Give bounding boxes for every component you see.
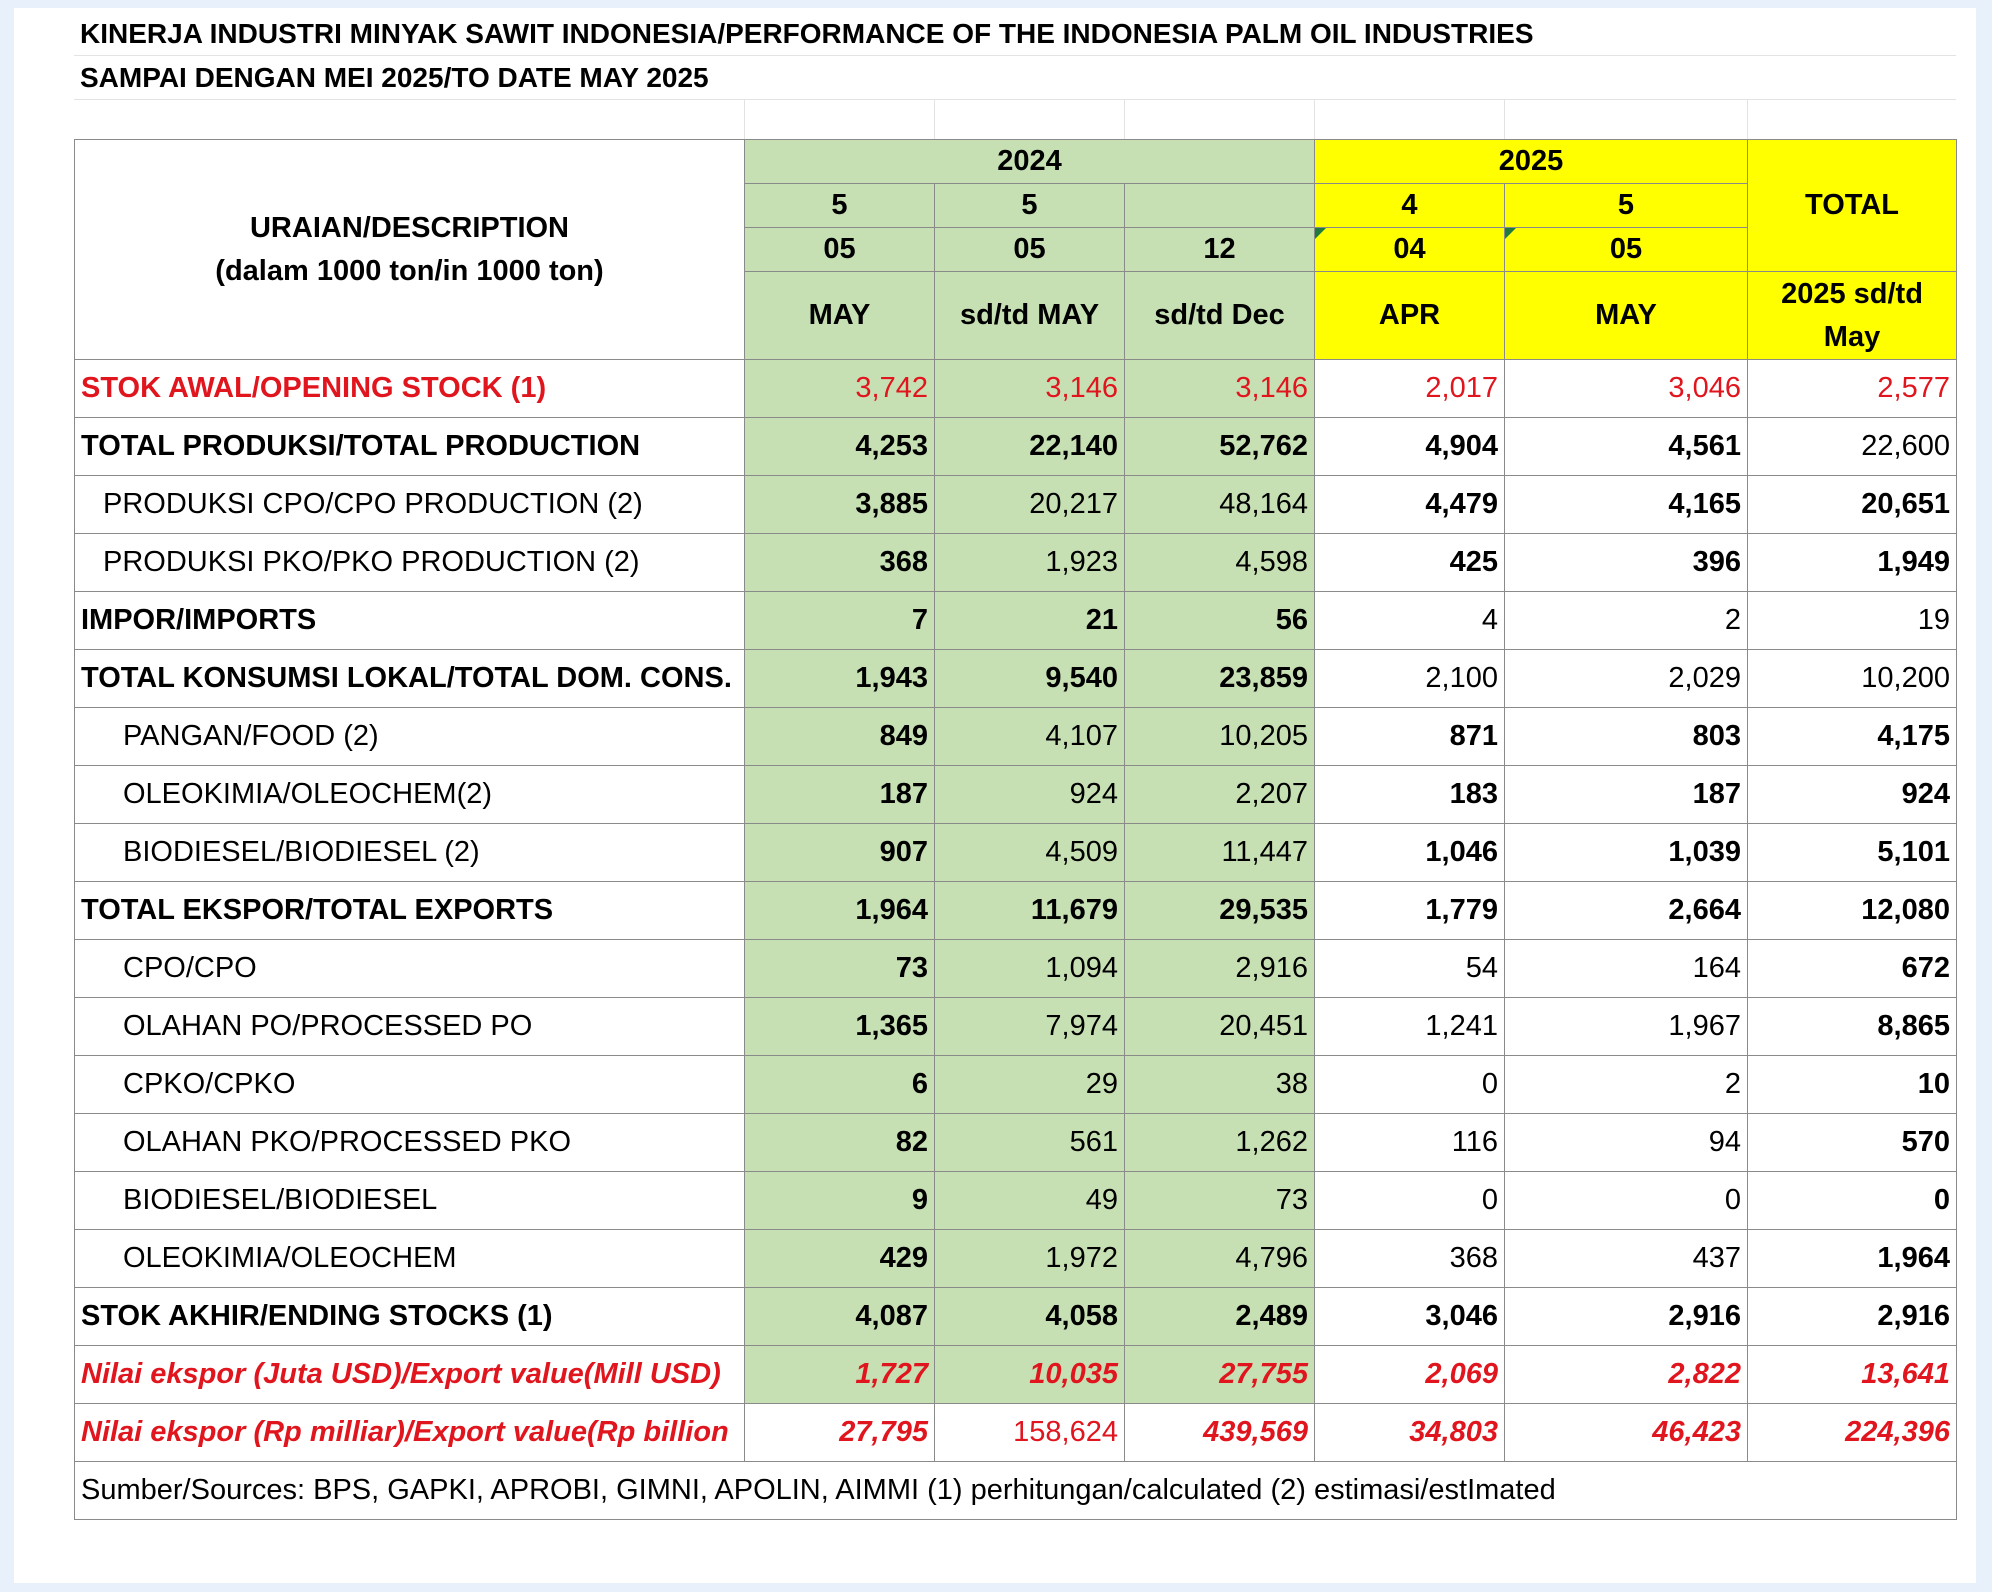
table-row bbox=[75, 940, 1957, 998]
grid-line bbox=[1747, 100, 1748, 142]
value-cell[interactable]: 2,916 bbox=[1125, 940, 1315, 998]
table-row bbox=[75, 1346, 1957, 1404]
table-row bbox=[75, 1114, 1957, 1172]
value-cell[interactable]: 0 bbox=[1315, 1172, 1505, 1230]
period-cell[interactable]: APR bbox=[1315, 272, 1505, 360]
value-cell[interactable]: 11,447 bbox=[1125, 824, 1315, 882]
value-cell[interactable]: 2,577 bbox=[1748, 360, 1957, 418]
period-cell[interactable]: MAY bbox=[745, 272, 935, 360]
value-cell[interactable]: 11,679 bbox=[935, 882, 1125, 940]
value-cell[interactable]: 21 bbox=[935, 592, 1125, 650]
month-code-cell[interactable]: 05 bbox=[935, 228, 1125, 272]
month-number-cell[interactable]: 5 bbox=[1505, 184, 1748, 228]
row-label-cell[interactable]: STOK AKHIR/ENDING STOCKS (1) bbox=[75, 1288, 745, 1346]
value-cell[interactable]: 3,146 bbox=[1125, 360, 1315, 418]
value-cell[interactable]: 2,916 bbox=[1748, 1288, 1957, 1346]
value-cell[interactable]: 368 bbox=[1315, 1230, 1505, 1288]
table-row bbox=[75, 650, 1957, 708]
value-cell[interactable]: 4,598 bbox=[1125, 534, 1315, 592]
value-cell[interactable]: 56 bbox=[1125, 592, 1315, 650]
value-cell[interactable]: 3,046 bbox=[1315, 1288, 1505, 1346]
value-cell[interactable]: 2,100 bbox=[1315, 650, 1505, 708]
value-cell[interactable]: 849 bbox=[745, 708, 935, 766]
value-cell[interactable]: 29,535 bbox=[1125, 882, 1315, 940]
value-cell[interactable]: 13,641 bbox=[1748, 1346, 1957, 1404]
value-cell[interactable]: 4,796 bbox=[1125, 1230, 1315, 1288]
value-cell[interactable]: 8,865 bbox=[1748, 998, 1957, 1056]
value-cell[interactable]: 368 bbox=[745, 534, 935, 592]
total-period-line-2: May bbox=[1823, 320, 1881, 353]
grid-line bbox=[744, 100, 745, 142]
value-cell[interactable]: 4,479 bbox=[1315, 476, 1505, 534]
table-row bbox=[75, 766, 1957, 824]
row-label-cell[interactable]: TOTAL KONSUMSI LOKAL/TOTAL DOM. CONS. bbox=[75, 650, 745, 708]
value-cell[interactable]: 0 bbox=[1315, 1056, 1505, 1114]
value-cell[interactable]: 2 bbox=[1505, 592, 1748, 650]
value-cell[interactable]: 4,087 bbox=[745, 1288, 935, 1346]
value-cell[interactable]: 2,029 bbox=[1505, 650, 1748, 708]
table-row bbox=[75, 592, 1957, 650]
value-cell[interactable]: 7 bbox=[745, 592, 935, 650]
spreadsheet-sheet bbox=[14, 8, 1976, 1583]
value-cell[interactable]: 27,795 bbox=[745, 1404, 935, 1462]
value-cell[interactable]: 2,664 bbox=[1505, 882, 1748, 940]
row-label-cell[interactable]: Nilai ekspor (Juta USD)/Export value(Mill USD) bbox=[75, 1346, 745, 1404]
value-cell[interactable]: 20,217 bbox=[935, 476, 1125, 534]
row-label-cell[interactable]: IMPOR/IMPORTS bbox=[75, 592, 745, 650]
row-label-cell[interactable]: PRODUKSI PKO/PKO PRODUCTION (2) bbox=[75, 534, 745, 592]
value-cell[interactable]: 158,624 bbox=[935, 1404, 1125, 1462]
value-cell[interactable]: 429 bbox=[745, 1230, 935, 1288]
value-cell[interactable]: 116 bbox=[1315, 1114, 1505, 1172]
value-cell[interactable]: 183 bbox=[1315, 766, 1505, 824]
value-cell[interactable]: 1,923 bbox=[935, 534, 1125, 592]
value-cell[interactable]: 12,080 bbox=[1748, 882, 1957, 940]
value-cell[interactable]: 4,509 bbox=[935, 824, 1125, 882]
value-cell[interactable]: 23,859 bbox=[1125, 650, 1315, 708]
table-row bbox=[75, 1056, 1957, 1114]
description-header-line-2: (dalam 1000 ton/in 1000 ton) bbox=[215, 254, 604, 287]
row-label-cell[interactable]: CPO/CPO bbox=[75, 940, 745, 998]
value-cell[interactable]: 1,039 bbox=[1505, 824, 1748, 882]
month-code-cell[interactable]: 05 bbox=[745, 228, 935, 272]
row-label-cell[interactable]: Nilai ekspor (Rp milliar)/Export value(Rp billion bbox=[75, 1404, 745, 1462]
sources-empty-cell[interactable] bbox=[1748, 1462, 1957, 1520]
table-row bbox=[75, 360, 1957, 418]
value-cell[interactable]: 82 bbox=[745, 1114, 935, 1172]
value-cell[interactable]: 4,058 bbox=[935, 1288, 1125, 1346]
month-code-cell[interactable]: 04 bbox=[1315, 228, 1505, 272]
value-cell[interactable]: 3,146 bbox=[935, 360, 1125, 418]
value-cell[interactable]: 4,175 bbox=[1748, 708, 1957, 766]
title-area bbox=[74, 12, 1956, 143]
value-cell[interactable]: 5,101 bbox=[1748, 824, 1957, 882]
value-cell[interactable]: 49 bbox=[935, 1172, 1125, 1230]
value-cell[interactable]: 871 bbox=[1315, 708, 1505, 766]
description-header-line-1: URAIAN/DESCRIPTION bbox=[249, 211, 569, 244]
row-label-cell[interactable]: PRODUKSI CPO/CPO PRODUCTION (2) bbox=[75, 476, 745, 534]
value-cell[interactable]: 1,964 bbox=[745, 882, 935, 940]
row-label-cell[interactable]: OLEOKIMIA/OLEOCHEM bbox=[75, 1230, 745, 1288]
value-cell[interactable]: 3,885 bbox=[745, 476, 935, 534]
row-label-cell[interactable]: OLAHAN PKO/PROCESSED PKO bbox=[75, 1114, 745, 1172]
table-row bbox=[75, 534, 1957, 592]
value-cell[interactable]: 2,207 bbox=[1125, 766, 1315, 824]
value-cell[interactable]: 224,396 bbox=[1748, 1404, 1957, 1462]
value-cell[interactable]: 4,561 bbox=[1505, 418, 1748, 476]
grid-line bbox=[934, 100, 935, 142]
description-header-cell[interactable] bbox=[75, 140, 745, 360]
table-row bbox=[75, 418, 1957, 476]
row-label-cell[interactable]: CPKO/CPKO bbox=[75, 1056, 745, 1114]
value-cell[interactable]: 2,489 bbox=[1125, 1288, 1315, 1346]
value-cell[interactable]: 20,451 bbox=[1125, 998, 1315, 1056]
value-cell[interactable]: 2,822 bbox=[1505, 1346, 1748, 1404]
table-row bbox=[75, 1230, 1957, 1288]
row-label-cell[interactable]: OLAHAN PO/PROCESSED PO bbox=[75, 998, 745, 1056]
value-cell[interactable]: 52,762 bbox=[1125, 418, 1315, 476]
grid-line bbox=[1124, 100, 1125, 142]
value-cell[interactable]: 1,365 bbox=[745, 998, 935, 1056]
value-cell[interactable]: 19 bbox=[1748, 592, 1957, 650]
value-cell[interactable]: 4,904 bbox=[1315, 418, 1505, 476]
table-row bbox=[75, 1172, 1957, 1230]
value-cell[interactable]: 9,540 bbox=[935, 650, 1125, 708]
value-cell[interactable]: 22,140 bbox=[935, 418, 1125, 476]
value-cell[interactable]: 2,069 bbox=[1315, 1346, 1505, 1404]
value-cell[interactable]: 4,253 bbox=[745, 418, 935, 476]
value-cell[interactable]: 2,017 bbox=[1315, 360, 1505, 418]
value-cell[interactable]: 570 bbox=[1748, 1114, 1957, 1172]
value-cell[interactable]: 803 bbox=[1505, 708, 1748, 766]
value-cell[interactable]: 10,200 bbox=[1748, 650, 1957, 708]
year-2024-header[interactable]: 2024 bbox=[745, 140, 1315, 184]
value-cell[interactable]: 73 bbox=[1125, 1172, 1315, 1230]
row-label-cell[interactable]: BIODIESEL/BIODIESEL bbox=[75, 1172, 745, 1230]
table-row bbox=[75, 1288, 1957, 1346]
value-cell[interactable]: 34,803 bbox=[1315, 1404, 1505, 1462]
value-cell[interactable]: 561 bbox=[935, 1114, 1125, 1172]
value-cell[interactable]: 187 bbox=[1505, 766, 1748, 824]
month-number-cell[interactable]: 5 bbox=[745, 184, 935, 228]
value-cell[interactable]: 164 bbox=[1505, 940, 1748, 998]
value-cell[interactable]: 672 bbox=[1748, 940, 1957, 998]
grid-line bbox=[1314, 100, 1315, 142]
value-cell[interactable]: 1,727 bbox=[745, 1346, 935, 1404]
month-number-cell[interactable]: 5 bbox=[935, 184, 1125, 228]
total-header[interactable]: TOTAL bbox=[1748, 140, 1957, 272]
table-row bbox=[75, 1404, 1957, 1462]
month-code-cell[interactable]: 12 bbox=[1125, 228, 1315, 272]
value-cell[interactable]: 46,423 bbox=[1505, 1404, 1748, 1462]
total-period-line-1: 2025 sd/td bbox=[1781, 277, 1923, 310]
value-cell[interactable]: 1,046 bbox=[1315, 824, 1505, 882]
period-cell[interactable]: sd/td Dec bbox=[1125, 272, 1315, 360]
total-period-cell[interactable] bbox=[1748, 272, 1957, 360]
value-cell[interactable]: 9 bbox=[745, 1172, 935, 1230]
value-cell[interactable]: 7,974 bbox=[935, 998, 1125, 1056]
value-cell[interactable]: 38 bbox=[1125, 1056, 1315, 1114]
palm-oil-performance-table bbox=[74, 139, 1957, 1520]
value-cell[interactable]: 0 bbox=[1748, 1172, 1957, 1230]
value-cell[interactable]: 924 bbox=[935, 766, 1125, 824]
value-cell[interactable]: 1,967 bbox=[1505, 998, 1748, 1056]
sources-note[interactable]: Sumber/Sources: BPS, GAPKI, APROBI, GIMNI, APOLIN, AIMMI (1) perhitungan/calculated (2) estimasi/estImated bbox=[75, 1462, 1748, 1520]
value-cell[interactable]: 3,742 bbox=[745, 360, 935, 418]
value-cell[interactable]: 6 bbox=[745, 1056, 935, 1114]
row-label-cell[interactable]: TOTAL EKSPOR/TOTAL EXPORTS bbox=[75, 882, 745, 940]
table-row bbox=[75, 998, 1957, 1056]
table-row bbox=[75, 882, 1957, 940]
value-cell[interactable]: 10,035 bbox=[935, 1346, 1125, 1404]
value-cell[interactable]: 2,916 bbox=[1505, 1288, 1748, 1346]
value-cell[interactable]: 1,943 bbox=[745, 650, 935, 708]
value-cell[interactable]: 4,107 bbox=[935, 708, 1125, 766]
period-cell[interactable]: sd/td MAY bbox=[935, 272, 1125, 360]
row-label-cell[interactable]: BIODIESEL/BIODIESEL (2) bbox=[75, 824, 745, 882]
value-cell[interactable]: 1,779 bbox=[1315, 882, 1505, 940]
value-cell[interactable]: 3,046 bbox=[1505, 360, 1748, 418]
value-cell[interactable]: 0 bbox=[1505, 1172, 1748, 1230]
table-body bbox=[75, 360, 1957, 1462]
sources-row bbox=[75, 1462, 1957, 1520]
value-cell[interactable]: 2 bbox=[1505, 1056, 1748, 1114]
row-label-cell[interactable]: PANGAN/FOOD (2) bbox=[75, 708, 745, 766]
value-cell[interactable]: 29 bbox=[935, 1056, 1125, 1114]
value-cell[interactable]: 1,094 bbox=[935, 940, 1125, 998]
value-cell[interactable]: 187 bbox=[745, 766, 935, 824]
table-row bbox=[75, 476, 1957, 534]
period-cell[interactable]: MAY bbox=[1505, 272, 1748, 360]
value-cell[interactable]: 439,569 bbox=[1125, 1404, 1315, 1462]
value-cell[interactable]: 4 bbox=[1315, 592, 1505, 650]
value-cell[interactable]: 1,262 bbox=[1125, 1114, 1315, 1172]
value-cell[interactable]: 94 bbox=[1505, 1114, 1748, 1172]
title-line-2[interactable]: SAMPAI DENGAN MEI 2025/TO DATE MAY 2025 bbox=[74, 56, 1956, 100]
blank-row[interactable] bbox=[74, 100, 1956, 143]
row-label-cell[interactable]: OLEOKIMIA/OLEOCHEM(2) bbox=[75, 766, 745, 824]
value-cell[interactable]: 54 bbox=[1315, 940, 1505, 998]
value-cell[interactable]: 924 bbox=[1748, 766, 1957, 824]
month-number-cell[interactable] bbox=[1125, 184, 1315, 228]
grid-line bbox=[1504, 100, 1505, 142]
value-cell[interactable]: 20,651 bbox=[1748, 476, 1957, 534]
value-cell[interactable]: 1,241 bbox=[1315, 998, 1505, 1056]
value-cell[interactable]: 1,949 bbox=[1748, 534, 1957, 592]
row-label-cell[interactable]: STOK AWAL/OPENING STOCK (1) bbox=[75, 360, 745, 418]
table-row bbox=[75, 824, 1957, 882]
row-label-cell[interactable]: TOTAL PRODUKSI/TOTAL PRODUCTION bbox=[75, 418, 745, 476]
month-number-cell[interactable]: 4 bbox=[1315, 184, 1505, 228]
value-cell[interactable]: 22,600 bbox=[1748, 418, 1957, 476]
table-row bbox=[75, 708, 1957, 766]
month-code-cell[interactable]: 05 bbox=[1505, 228, 1748, 272]
year-2025-header[interactable]: 2025 bbox=[1315, 140, 1748, 184]
value-cell[interactable]: 396 bbox=[1505, 534, 1748, 592]
value-cell[interactable]: 425 bbox=[1315, 534, 1505, 592]
title-line-1[interactable]: KINERJA INDUSTRI MINYAK SAWIT INDONESIA/PERFORMANCE OF THE INDONESIA PALM OIL INDUSTRIES bbox=[74, 12, 1956, 56]
value-cell[interactable]: 4,165 bbox=[1505, 476, 1748, 534]
header-row-years bbox=[75, 140, 1957, 184]
value-cell[interactable]: 1,972 bbox=[935, 1230, 1125, 1288]
value-cell[interactable]: 437 bbox=[1505, 1230, 1748, 1288]
value-cell[interactable]: 10 bbox=[1748, 1056, 1957, 1114]
value-cell[interactable]: 1,964 bbox=[1748, 1230, 1957, 1288]
value-cell[interactable]: 10,205 bbox=[1125, 708, 1315, 766]
value-cell[interactable]: 73 bbox=[745, 940, 935, 998]
value-cell[interactable]: 27,755 bbox=[1125, 1346, 1315, 1404]
value-cell[interactable]: 48,164 bbox=[1125, 476, 1315, 534]
value-cell[interactable]: 907 bbox=[745, 824, 935, 882]
